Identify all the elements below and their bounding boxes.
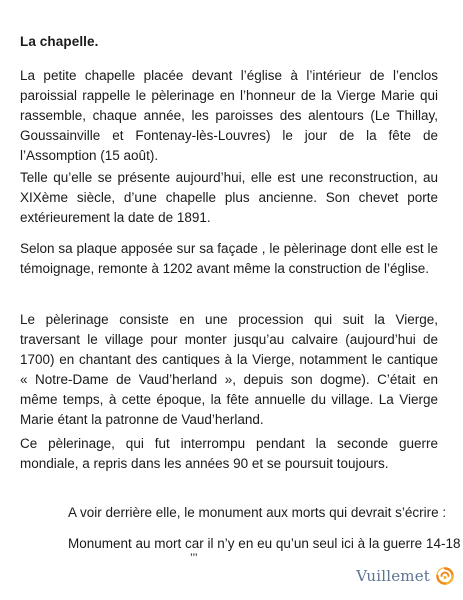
logo-text: Vuillemet xyxy=(356,567,430,585)
closing-line-2: Monument au mort car il n’y en eu qu’un seul ici à la guerre 14-18 xyxy=(68,536,461,551)
paragraph-3: Selon sa plaque apposée sur sa façade , le pèlerinage dont elle est le témoignage, remonte à 1202 avant même la construction de l’église. xyxy=(20,241,438,276)
paragraph-4: Le pèlerinage consiste en une procession qui suit la Vierge, traversant le village pour monter jusqu’au calvaire (aujourd’hui de 1700) en chantant des cantiques à la Vierge, notamment le cantique « Notre-Dame de Vaud’herland », depuis son dogme). C’était en même temps, à cette époque, la fête annuelle du village. La Vierge Marie étant la patronne de Vaud’herland. xyxy=(20,312,438,427)
document-title: La chapelle. xyxy=(20,34,99,49)
closing-line-1: A voir derrière elle, le monument aux morts qui devrait s’écrire : xyxy=(68,505,447,520)
publisher-logo xyxy=(356,566,455,586)
paragraph-2: Telle qu’elle se présente aujourd’hui, elle est une reconstruction, au XIXème siècle, d’une chapelle plus ancienne. Son chevet porte extérieurement la date de 1891. xyxy=(20,170,438,225)
paragraph-5: Ce pèlerinage, qui fut interrompu pendant la seconde guerre mondiale, a repris dans les années 90 et se poursuit toujours. xyxy=(20,436,438,471)
swirl-logo-icon xyxy=(435,566,455,586)
paragraph-1: La petite chapelle placée devant l’église à l’intérieur de l’enclos paroissial rappelle le pèlerinage en l’honneur de la Vierge Marie qui rassemble, chaque année, les paroisses des alentours (Le Thillay, Goussainville et Fontenay-lès-Louvres) le jour de la fête de l’Assomption (15 août). xyxy=(20,68,438,163)
closing-quote-mark: ’’’ xyxy=(190,551,198,565)
